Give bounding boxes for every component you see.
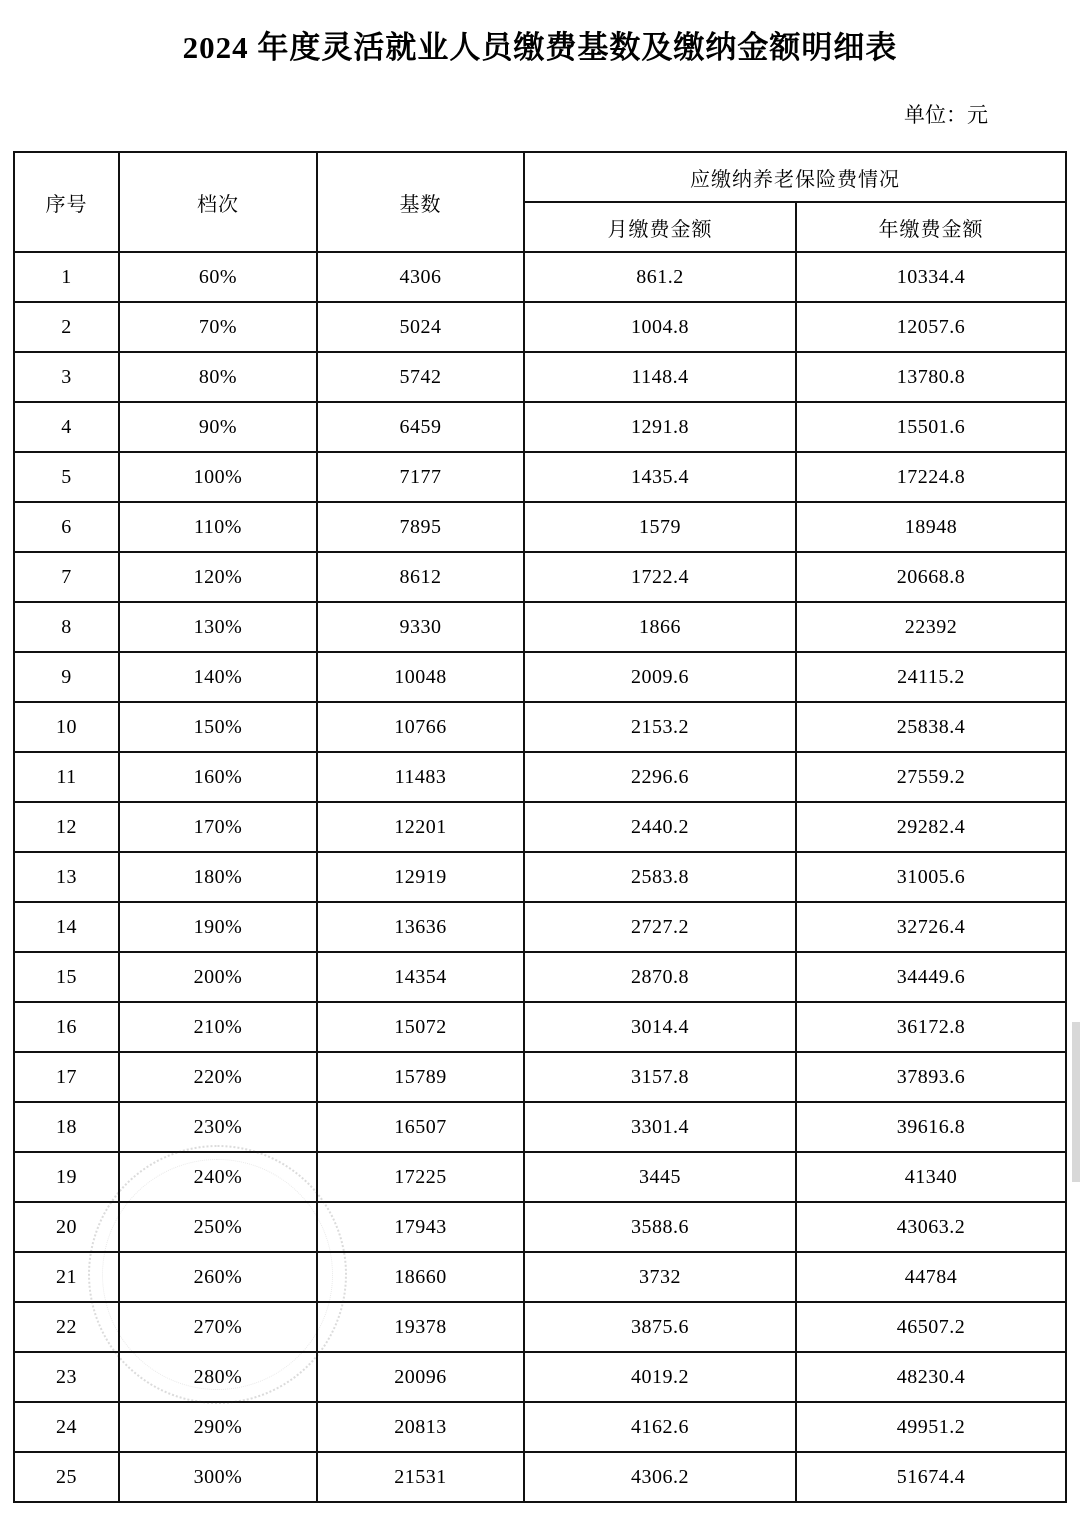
cell-seq: 22 [14, 1302, 119, 1352]
cell-yearly: 48230.4 [796, 1352, 1066, 1402]
cell-yearly: 44784 [796, 1252, 1066, 1302]
cell-monthly: 1722.4 [524, 552, 796, 602]
cell-monthly: 3014.4 [524, 1002, 796, 1052]
cell-yearly: 32726.4 [796, 902, 1066, 952]
cell-seq: 16 [14, 1002, 119, 1052]
cell-base: 5742 [317, 352, 524, 402]
cell-monthly: 3157.8 [524, 1052, 796, 1102]
cell-seq: 18 [14, 1102, 119, 1152]
table-header [14, 152, 1066, 252]
cell-base: 7177 [317, 452, 524, 502]
cell-seq: 21 [14, 1252, 119, 1302]
cell-base: 12919 [317, 852, 524, 902]
cell-seq: 23 [14, 1352, 119, 1402]
cell-monthly: 2440.2 [524, 802, 796, 852]
cell-yearly: 27559.2 [796, 752, 1066, 802]
cell-yearly: 13780.8 [796, 352, 1066, 402]
cell-tier: 130% [119, 602, 317, 652]
cell-yearly: 25838.4 [796, 702, 1066, 752]
cell-yearly: 31005.6 [796, 852, 1066, 902]
cell-monthly: 3732 [524, 1252, 796, 1302]
table-row [14, 502, 1066, 552]
table-row [14, 552, 1066, 602]
cell-yearly: 18948 [796, 502, 1066, 552]
cell-seq: 20 [14, 1202, 119, 1252]
table-row [14, 702, 1066, 752]
cell-monthly: 1435.4 [524, 452, 796, 502]
cell-base: 10766 [317, 702, 524, 752]
cell-seq: 9 [14, 652, 119, 702]
cell-tier: 250% [119, 1202, 317, 1252]
table-row [14, 1052, 1066, 1102]
cell-yearly: 29282.4 [796, 802, 1066, 852]
cell-base: 17225 [317, 1152, 524, 1202]
cell-base: 20096 [317, 1352, 524, 1402]
table-row [14, 1202, 1066, 1252]
cell-tier: 170% [119, 802, 317, 852]
table-row [14, 352, 1066, 402]
table-row [14, 602, 1066, 652]
cell-seq: 14 [14, 902, 119, 952]
cell-monthly: 2583.8 [524, 852, 796, 902]
cell-monthly: 3875.6 [524, 1302, 796, 1352]
cell-yearly: 12057.6 [796, 302, 1066, 352]
cell-tier: 220% [119, 1052, 317, 1102]
cell-yearly: 20668.8 [796, 552, 1066, 602]
cell-base: 20813 [317, 1402, 524, 1452]
cell-base: 10048 [317, 652, 524, 702]
cell-seq: 19 [14, 1152, 119, 1202]
cell-base: 17943 [317, 1202, 524, 1252]
cell-monthly: 3588.6 [524, 1202, 796, 1252]
cell-seq: 2 [14, 302, 119, 352]
cell-tier: 120% [119, 552, 317, 602]
cell-yearly: 49951.2 [796, 1402, 1066, 1452]
cell-seq: 1 [14, 252, 119, 302]
table-row [14, 902, 1066, 952]
column-header-monthly: 月缴费金额 [524, 202, 796, 252]
cell-monthly: 1004.8 [524, 302, 796, 352]
cell-tier: 290% [119, 1402, 317, 1452]
cell-seq: 24 [14, 1402, 119, 1452]
cell-seq: 17 [14, 1052, 119, 1102]
table-row [14, 1402, 1066, 1452]
cell-seq: 11 [14, 752, 119, 802]
cell-base: 19378 [317, 1302, 524, 1352]
cell-monthly: 2296.6 [524, 752, 796, 802]
cell-yearly: 36172.8 [796, 1002, 1066, 1052]
cell-monthly: 2009.6 [524, 652, 796, 702]
cell-yearly: 46507.2 [796, 1302, 1066, 1352]
cell-monthly: 4162.6 [524, 1402, 796, 1452]
cell-seq: 8 [14, 602, 119, 652]
cell-yearly: 22392 [796, 602, 1066, 652]
cell-seq: 3 [14, 352, 119, 402]
table-row [14, 302, 1066, 352]
column-header-yearly: 年缴费金额 [796, 202, 1066, 252]
cell-monthly: 2153.2 [524, 702, 796, 752]
cell-yearly: 43063.2 [796, 1202, 1066, 1252]
column-header-seq: 序号 [14, 152, 119, 252]
cell-seq: 13 [14, 852, 119, 902]
cell-tier: 260% [119, 1252, 317, 1302]
cell-seq: 15 [14, 952, 119, 1002]
cell-tier: 210% [119, 1002, 317, 1052]
table-row [14, 1102, 1066, 1152]
cell-base: 15789 [317, 1052, 524, 1102]
cell-tier: 200% [119, 952, 317, 1002]
cell-yearly: 10334.4 [796, 252, 1066, 302]
cell-seq: 5 [14, 452, 119, 502]
cell-tier: 80% [119, 352, 317, 402]
cell-monthly: 1866 [524, 602, 796, 652]
cell-seq: 7 [14, 552, 119, 602]
cell-tier: 90% [119, 402, 317, 452]
cell-tier: 140% [119, 652, 317, 702]
cell-base: 6459 [317, 402, 524, 452]
cell-monthly: 861.2 [524, 252, 796, 302]
cell-yearly: 41340 [796, 1152, 1066, 1202]
cell-tier: 240% [119, 1152, 317, 1202]
cell-tier: 180% [119, 852, 317, 902]
cell-seq: 12 [14, 802, 119, 852]
table-row [14, 452, 1066, 502]
cell-monthly: 1148.4 [524, 352, 796, 402]
cell-monthly: 1291.8 [524, 402, 796, 452]
cell-base: 12201 [317, 802, 524, 852]
table-row [14, 1252, 1066, 1302]
cell-base: 15072 [317, 1002, 524, 1052]
cell-tier: 280% [119, 1352, 317, 1402]
cell-base: 4306 [317, 252, 524, 302]
cell-tier: 100% [119, 452, 317, 502]
cell-base: 8612 [317, 552, 524, 602]
cell-tier: 110% [119, 502, 317, 552]
cell-monthly: 2870.8 [524, 952, 796, 1002]
cell-seq: 4 [14, 402, 119, 452]
cell-tier: 300% [119, 1452, 317, 1502]
table-row [14, 652, 1066, 702]
cell-base: 5024 [317, 302, 524, 352]
table-row [14, 1152, 1066, 1202]
page-edge-artifact [1072, 1022, 1080, 1182]
table-row [14, 252, 1066, 302]
cell-seq: 10 [14, 702, 119, 752]
table-row [14, 752, 1066, 802]
cell-base: 21531 [317, 1452, 524, 1502]
cell-monthly: 3301.4 [524, 1102, 796, 1152]
table-row [14, 402, 1066, 452]
cell-tier: 160% [119, 752, 317, 802]
contribution-table [13, 151, 1067, 1503]
column-header-tier: 档次 [119, 152, 317, 252]
cell-yearly: 34449.6 [796, 952, 1066, 1002]
table-body [14, 252, 1066, 1502]
table-row [14, 1302, 1066, 1352]
table-row [14, 1352, 1066, 1402]
cell-monthly: 3445 [524, 1152, 796, 1202]
table-row [14, 802, 1066, 852]
table-row [14, 852, 1066, 902]
table-row [14, 952, 1066, 1002]
cell-tier: 60% [119, 252, 317, 302]
cell-monthly: 2727.2 [524, 902, 796, 952]
column-header-group-pension: 应缴纳养老保险费情况 [524, 152, 1066, 202]
cell-monthly: 1579 [524, 502, 796, 552]
cell-tier: 230% [119, 1102, 317, 1152]
cell-base: 7895 [317, 502, 524, 552]
cell-yearly: 17224.8 [796, 452, 1066, 502]
cell-yearly: 37893.6 [796, 1052, 1066, 1102]
cell-seq: 6 [14, 502, 119, 552]
cell-base: 14354 [317, 952, 524, 1002]
cell-yearly: 24115.2 [796, 652, 1066, 702]
page-title: 2024 年度灵活就业人员缴费基数及缴纳金额明细表 [182, 30, 898, 65]
cell-base: 9330 [317, 602, 524, 652]
cell-tier: 270% [119, 1302, 317, 1352]
cell-base: 13636 [317, 902, 524, 952]
unit-note: 单位：元 [904, 103, 988, 127]
cell-monthly: 4019.2 [524, 1352, 796, 1402]
cell-base: 18660 [317, 1252, 524, 1302]
cell-tier: 70% [119, 302, 317, 352]
cell-yearly: 15501.6 [796, 402, 1066, 452]
table-row [14, 1002, 1066, 1052]
column-header-base: 基数 [317, 152, 524, 252]
cell-tier: 150% [119, 702, 317, 752]
table-row [14, 1452, 1066, 1502]
cell-base: 11483 [317, 752, 524, 802]
cell-monthly: 4306.2 [524, 1452, 796, 1502]
cell-base: 16507 [317, 1102, 524, 1152]
cell-seq: 25 [14, 1452, 119, 1502]
cell-tier: 190% [119, 902, 317, 952]
cell-yearly: 39616.8 [796, 1102, 1066, 1152]
cell-yearly: 51674.4 [796, 1452, 1066, 1502]
